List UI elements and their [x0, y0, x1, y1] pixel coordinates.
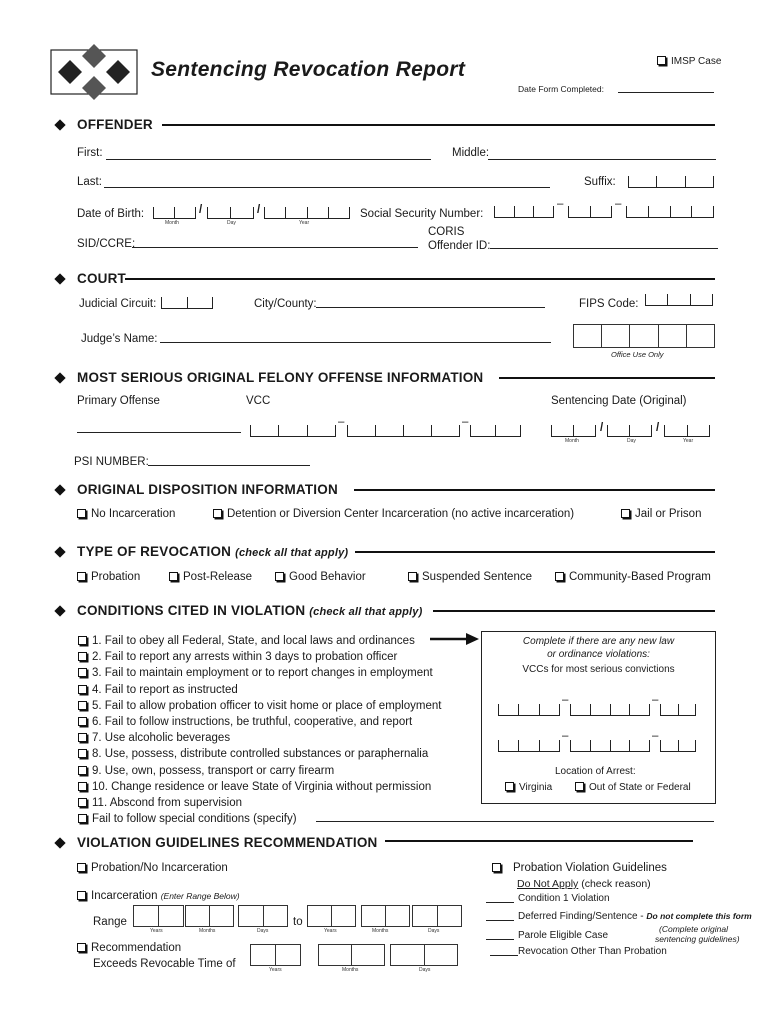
dob-month-field[interactable]	[153, 207, 196, 219]
condition-item[interactable]: 3. Fail to maintain employment or to report changes in employment	[78, 665, 441, 681]
judicial-circuit-field[interactable]	[161, 297, 213, 309]
ssn-part1-field[interactable]	[494, 206, 554, 218]
divider	[385, 840, 693, 842]
bullet-icon	[54, 605, 65, 616]
office-use-boxes	[573, 324, 714, 348]
offender-id-field[interactable]	[490, 248, 718, 249]
offender-id-label: Offender ID:	[428, 240, 491, 252]
new-vcc1-part3-field[interactable]	[660, 704, 696, 716]
judge-label: Judge’s Name:	[81, 333, 158, 345]
years-caption: Years	[324, 928, 337, 934]
jail-prison-checkbox[interactable]: Jail or Prison	[621, 508, 701, 520]
community-program-checkbox[interactable]: Community-Based Program	[555, 571, 711, 583]
day-caption: Day	[627, 438, 636, 444]
sentencing-year-field[interactable]	[664, 425, 710, 437]
office-use-caption: Office Use Only	[611, 350, 664, 359]
exceeds-days[interactable]	[390, 944, 457, 966]
vcc-part3-field[interactable]	[470, 425, 521, 437]
condition-item[interactable]: 6. Fail to follow instructions, be truthful, cooperative, and report	[78, 714, 441, 730]
primary-offense-label: Primary Offense	[77, 395, 160, 407]
city-county-label: City/County:	[254, 298, 317, 310]
deferred-label: Deferred Finding/Sentence - Do not complete this form	[518, 911, 752, 922]
special-conditions-field[interactable]	[316, 821, 714, 822]
exceeds-months[interactable]	[318, 944, 384, 966]
range-from-months[interactable]	[185, 905, 233, 927]
condition-item[interactable]: 7. Use alcoholic beverages	[78, 730, 441, 746]
months-caption: Months	[199, 928, 216, 934]
guidelines-heading: VIOLATION GUIDELINES RECOMMENDATION	[77, 835, 378, 850]
suspended-sentence-checkbox[interactable]: Suspended Sentence	[408, 571, 532, 583]
probation-checkbox[interactable]: Probation	[77, 571, 140, 583]
parole-label: Parole Eligible Case	[518, 930, 609, 941]
offender-heading: OFFENDER	[77, 117, 153, 132]
sid-field[interactable]	[132, 247, 418, 248]
panel-vcc-label: VCCs for most serious convictions	[522, 664, 675, 675]
panel-title: Complete if there are any new law	[522, 636, 675, 647]
date-form-completed-label: Date Form Completed:	[518, 84, 604, 94]
new-vcc1-part2-field[interactable]	[570, 704, 650, 716]
dob-day-field[interactable]	[207, 207, 254, 219]
recommendation-checkbox[interactable]: Recommendation	[77, 942, 181, 954]
range-to-days[interactable]	[412, 905, 461, 927]
dash: –	[338, 416, 345, 428]
dash: –	[562, 730, 569, 742]
year-caption: Year	[683, 438, 694, 444]
bullet-icon	[54, 484, 65, 495]
primary-offense-field[interactable]	[77, 432, 241, 433]
arrow-right-icon	[430, 632, 480, 646]
suffix-label: Suffix:	[584, 176, 616, 188]
psi-number-field[interactable]	[148, 465, 310, 466]
disposition-heading: ORIGINAL DISPOSITION INFORMATION	[77, 482, 338, 497]
middle-label: Middle:	[452, 147, 490, 159]
range-to-months[interactable]	[361, 905, 409, 927]
middle-name-field[interactable]	[488, 159, 716, 160]
last-name-field[interactable]	[104, 187, 550, 188]
dash: –	[562, 694, 569, 706]
court-heading: COURT	[77, 271, 126, 286]
suffix-field[interactable]	[628, 176, 714, 188]
sentencing-date-label: Sentencing Date (Original)	[551, 395, 687, 407]
exceeds-years[interactable]	[250, 944, 300, 966]
range-label: Range	[93, 916, 127, 928]
dob-label: Date of Birth:	[77, 208, 145, 220]
divider	[162, 124, 715, 126]
do-not-apply-label: Do Not Apply (check reason)	[517, 878, 651, 890]
probation-no-incarceration-checkbox[interactable]: Probation/No Incarceration	[77, 862, 228, 874]
deferred-reason[interactable]	[486, 920, 514, 921]
bullet-icon	[54, 837, 65, 848]
divider	[433, 610, 715, 612]
sentencing-guidelines-note: sentencing guidelines)	[655, 934, 740, 944]
dash: –	[652, 730, 659, 742]
to-label: to	[293, 916, 303, 928]
post-release-checkbox[interactable]: Post-Release	[169, 571, 252, 583]
diamond-logo	[50, 44, 138, 100]
condition-item[interactable]: 9. Use, own, possess, transport or carry firearm	[78, 763, 441, 779]
dash: –	[652, 694, 659, 706]
vcc-label: VCC	[246, 395, 271, 407]
incarceration-checkbox[interactable]: Incarceration (Enter Range Below)	[77, 890, 240, 902]
bullet-icon	[54, 119, 65, 130]
location-of-arrest-label: Location of Arrest:	[555, 766, 636, 777]
condition-item[interactable]: 1. Fail to obey all Federal, State, and local laws and ordinances	[78, 633, 441, 649]
ssn-label: Social Security Number:	[360, 208, 484, 220]
exceeds-label: Exceeds Revocable Time of	[93, 958, 236, 970]
revocation-other-reason[interactable]	[490, 955, 518, 956]
condition1-reason[interactable]	[486, 902, 514, 903]
conditions-heading: CONDITIONS CITED IN VIOLATION (check all that apply)	[77, 603, 423, 618]
coris-label: CORIS	[428, 226, 465, 238]
sentencing-day-field[interactable]	[607, 425, 652, 437]
range-from-years[interactable]	[133, 905, 183, 927]
judicial-circuit-label: Judicial Circuit:	[79, 298, 157, 310]
slash: /	[199, 204, 203, 216]
bullet-icon	[54, 546, 65, 557]
dob-year-field[interactable]	[264, 207, 350, 219]
condition-item[interactable]: Fail to follow special conditions (specify)	[78, 811, 441, 827]
month-caption: Month	[565, 438, 579, 444]
no-incarceration-checkbox[interactable]: No Incarceration	[77, 508, 175, 520]
divider	[125, 278, 715, 280]
dash: –	[557, 198, 564, 210]
slash: /	[257, 204, 261, 216]
condition-item[interactable]: 11. Abscond from supervision	[78, 795, 441, 811]
months-caption: Months	[372, 928, 389, 934]
divider	[354, 489, 715, 491]
condition1-label: Condition 1 Violation	[518, 893, 610, 904]
slash: /	[656, 422, 660, 434]
page-title: Sentencing Revocation Report	[151, 58, 466, 81]
divider	[355, 551, 715, 553]
last-label: Last:	[77, 176, 102, 188]
pvg-checkbox[interactable]: Probation Violation Guidelines	[492, 862, 667, 874]
new-vcc1-part1-field[interactable]	[498, 704, 560, 716]
years-caption: Years	[150, 928, 163, 934]
bullet-icon	[54, 273, 65, 284]
condition-item[interactable]: 10. Change residence or leave State of Virginia without permission	[78, 779, 441, 795]
years-caption: Years	[269, 967, 282, 973]
fips-label: FIPS Code:	[579, 298, 639, 310]
month-caption: Month	[165, 220, 179, 226]
city-county-field[interactable]	[316, 307, 545, 308]
range-to-years[interactable]	[307, 905, 355, 927]
condition-item[interactable]: 8. Use, possess, distribute controlled substances or paraphernalia	[78, 746, 441, 762]
condition-item[interactable]: 5. Fail to allow probation officer to visit home or place of employment	[78, 698, 441, 714]
condition-item[interactable]: 4. Fail to report as instructed	[78, 682, 441, 698]
first-label: First:	[77, 147, 103, 159]
condition-item[interactable]: 2. Fail to report any arrests within 3 days to probation officer	[78, 649, 441, 665]
new-vcc2-part1-field[interactable]	[498, 740, 560, 752]
days-caption: Days	[428, 928, 440, 934]
first-name-field[interactable]	[106, 159, 431, 160]
dash: –	[462, 416, 469, 428]
bullet-icon	[54, 372, 65, 383]
vcc-part1-field[interactable]	[250, 425, 336, 437]
day-caption: Day	[227, 220, 236, 226]
sid-label: SID/CCRE:	[77, 238, 136, 250]
slash: /	[600, 422, 604, 434]
revocation-other-label: Revocation Other Than Probation	[518, 946, 667, 957]
detention-checkbox[interactable]: Detention or Diversion Center Incarceration (no active incarceration)	[213, 508, 574, 520]
complete-original-note: (Complete original	[659, 924, 728, 934]
offense-heading: MOST SERIOUS ORIGINAL FELONY OFFENSE INFORMATION	[77, 370, 484, 385]
new-vcc2-part2-field[interactable]	[570, 740, 650, 752]
imsp-checkbox[interactable]: IMSP Case	[657, 56, 721, 67]
virginia-checkbox[interactable]: Virginia	[505, 782, 552, 793]
divider	[499, 377, 715, 379]
ssn-part2-field[interactable]	[568, 206, 612, 218]
days-caption: Days	[419, 967, 431, 973]
parole-reason[interactable]	[486, 939, 514, 940]
range-from-days[interactable]	[238, 905, 287, 927]
psi-label: PSI NUMBER:	[74, 456, 149, 468]
new-vcc2-part3-field[interactable]	[660, 740, 696, 752]
good-behavior-checkbox[interactable]: Good Behavior	[275, 571, 366, 583]
ssn-part3-field[interactable]	[626, 206, 714, 218]
sentencing-month-field[interactable]	[551, 425, 596, 437]
revocation-heading: TYPE OF REVOCATION (check all that apply)	[77, 544, 349, 559]
vcc-part2-field[interactable]	[347, 425, 460, 437]
fips-field[interactable]	[645, 294, 713, 306]
date-form-completed-field[interactable]	[618, 92, 714, 93]
dash: –	[615, 198, 622, 210]
conditions-list	[78, 633, 441, 827]
judge-name-field[interactable]	[160, 342, 551, 343]
year-caption: Year	[299, 220, 310, 226]
out-of-state-checkbox[interactable]: Out of State or Federal	[575, 782, 691, 793]
months-caption: Months	[342, 967, 359, 973]
days-caption: Days	[257, 928, 269, 934]
panel-title: or ordinance violations:	[547, 649, 650, 660]
